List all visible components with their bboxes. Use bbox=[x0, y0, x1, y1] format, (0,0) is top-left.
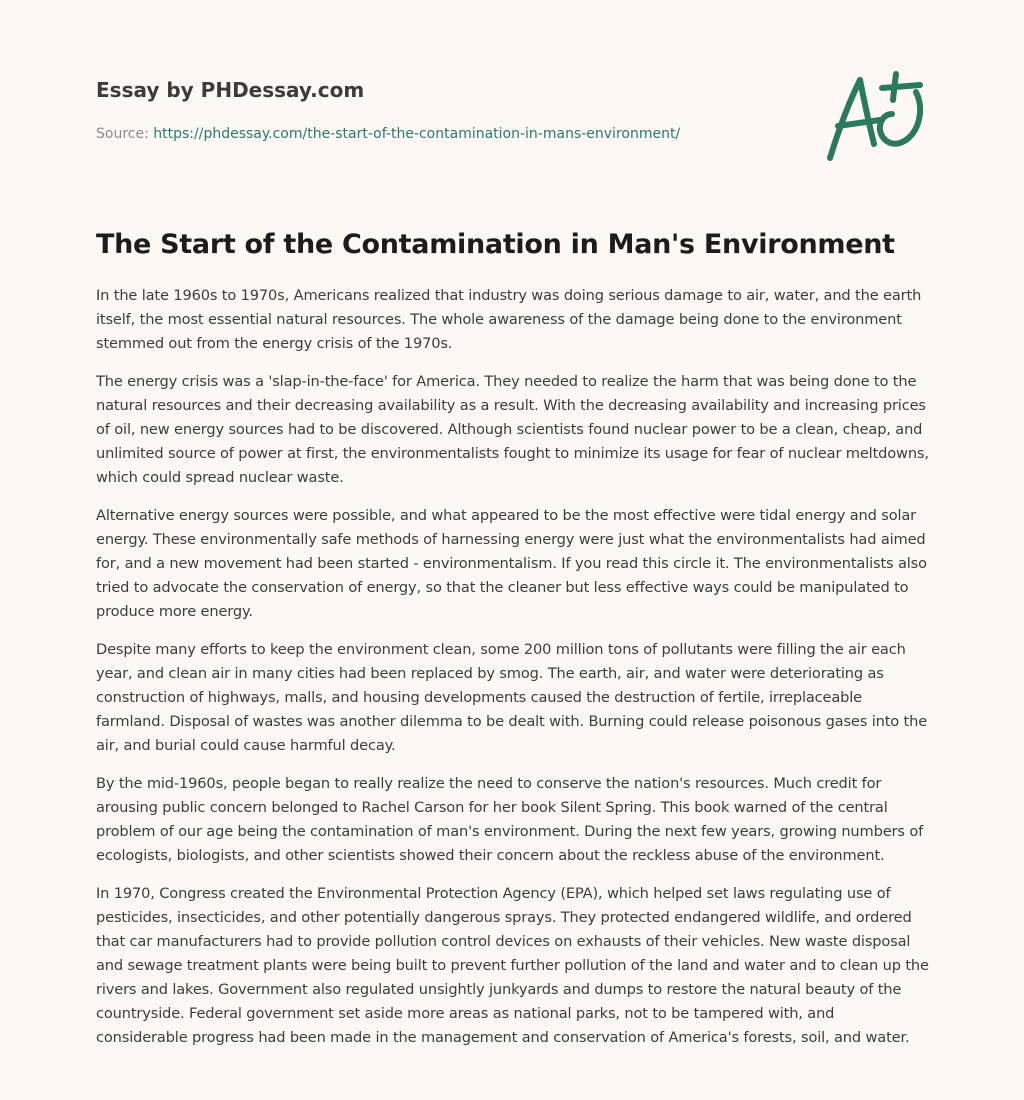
site-title: Essay by PHDessay.com bbox=[96, 78, 365, 102]
a-plus-grade-icon bbox=[822, 68, 928, 164]
essay-paragraph: The energy crisis was a 'slap-in-the-face' for America. They needed to realize the harm that was being done to the natural resources and their decreasing availability as a result. With the decreasing availability and increasing prices of oil, new energy sources had to be discovered. Although scientists found nuclear power to be a clean, cheap, and unlimited source of power at first, the environmentalists fought to minimize its usage for fear of nuclear meltdowns, which could spread nuclear waste. bbox=[96, 373, 929, 486]
essay-paragraph: Alternative energy sources were possible, and what appeared to be the most effective were tidal energy and solar energy. These environmentally safe methods of harnessing energy were just what the environmentalists had aimed for, and a new movement had been started - environmentalism. If you read this circle it. The environmentalists also tried to advocate the conservation of energy, so that the cleaner but less effective ways could be manipulated to produce more energy. bbox=[96, 507, 927, 620]
page-header bbox=[96, 76, 796, 144]
essay-paragraph: Despite many efforts to keep the environment clean, some 200 million tons of pollutants were filling the air each year, and clean air in many cities had been replaced by smog. The earth, air, and water were deteriorating as construction of highways, malls, and housing developments caused the destruction of fertile, irreplaceable farmland. Disposal of wastes was another dilemma to be dealt with. Burning could release poisonous gases into the air, and burial could cause harmful decay. bbox=[96, 641, 928, 754]
essay-paragraph: In 1970, Congress created the Environmental Protection Agency (EPA), which helped set laws regulating use of pesticides, insecticides, and other potentially dangerous sprays. They protected endangered wildlife, and ordered that car manufacturers had to provide pollution control devices on exhausts of their vehicles. New waste disposal and sewage treatment plants were being built to prevent further pollution of the land and water and to clean up the rivers and lakes. Government also regulated unsightly junkyards and dumps to restore the natural beauty of the countryside. Federal government set aside more areas as national parks, not to be tampered with, and considerable progress had been made in the management and conservation of America's forests, soil, and water. bbox=[96, 885, 929, 1046]
source-link[interactable]: https://phdessay.com/the-start-of-the-contamination-in-mans-environment/ bbox=[153, 126, 681, 142]
source-line bbox=[96, 124, 796, 144]
essay-title: The Start of the Contamination in Man's Environment bbox=[96, 229, 895, 260]
essay-paragraph: By the mid-1960s, people began to really realize the need to conserve the nation's resources. Much credit for arousing public concern belonged to Rachel Carson for her book Silent Spring. This book warned of the central problem of our age being the contamination of man's environment. During the next few years, growing numbers of ecologists, biologists, and other scientists showed their concern about the reckless abuse of the environment. bbox=[96, 775, 924, 864]
source-label: Source: bbox=[96, 126, 149, 142]
essay-body bbox=[96, 284, 930, 1064]
essay-paragraph: In the late 1960s to 1970s, Americans realized that industry was doing serious damage to air, water, and the earth itself, the most essential natural resources. The whole awareness of the damage being done to the environment stemmed out from the energy crisis of the 1970s. bbox=[96, 287, 922, 352]
